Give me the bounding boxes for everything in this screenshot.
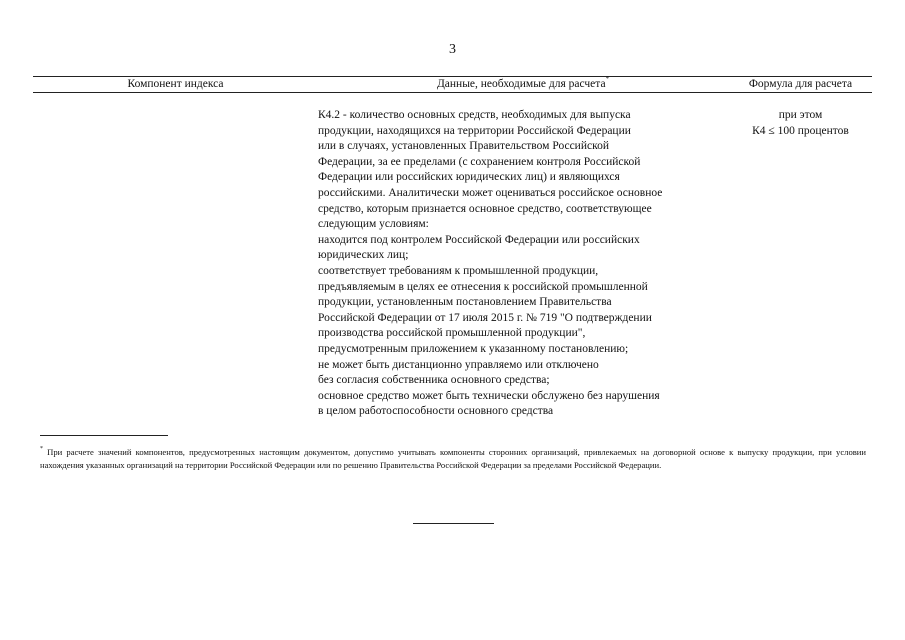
- end-of-document-rule: [413, 523, 494, 524]
- table-header-rule: [33, 92, 872, 93]
- data-text-line: производства российской промышленной продукции",: [318, 327, 586, 340]
- data-text-line: или в случаях, установленных Правительством Российской: [318, 140, 610, 153]
- data-text-line: находится под контролем Российской Федерации или российских: [318, 233, 640, 246]
- header-data: [318, 75, 728, 91]
- header-data-label: Данные, необходимые для расчета: [436, 78, 606, 90]
- footnote-text: При расчете значений компонентов, предусмотренных настоящим документом, допустимо учитывать компоненты сторонних организаций, привлекаемых на договорной основе к выпуску продукции, при условии нахождения указанных организаций на территории Российской Федерации или по решению Правительства Российской Федерации за пределами Российской Федерации.: [40, 447, 866, 470]
- data-text-line: российскими. Аналитически может оцениваться российское основное: [318, 186, 663, 199]
- data-text-line: не может быть дистанционно управляемо или отключено: [318, 358, 599, 371]
- data-text-line: в целом работоспособности основного средства: [318, 405, 554, 418]
- footnote-mark: *: [40, 446, 43, 453]
- data-text-line: Российской Федерации от 17 июля 2015 г. № 719 "О подтверждении: [318, 311, 652, 324]
- footnote: [40, 446, 866, 472]
- header-component-label: Компонент индекса: [127, 78, 224, 90]
- data-text-line: предусмотренным приложением к указанному постановлению;: [318, 342, 629, 355]
- formula-text-line: К4 ≤ 100 процентов: [752, 124, 849, 137]
- data-text-line: без согласия собственника основного средства;: [318, 374, 550, 387]
- header-footnote-mark: *: [605, 75, 610, 84]
- header-component: [33, 78, 318, 91]
- data-cell: [318, 108, 718, 420]
- data-text-line: средство, которым признается основное средство, соответствующее: [318, 202, 652, 215]
- data-text-line: продукции, находящихся на территории Российской Федерации: [318, 124, 631, 137]
- page-number: 3: [449, 42, 456, 57]
- table-top-rule: [33, 76, 872, 77]
- data-text-line: К4.2 - количество основных средств, необходимых для выпуска: [318, 109, 631, 121]
- data-text-line: Федерации, за ее пределами (с сохранением контроля Российской: [318, 155, 641, 168]
- data-text-line: предъявляемым в целях ее отнесения к российской промышленной: [318, 280, 648, 293]
- data-text-line: основное средство может быть технически обслужено без нарушения: [318, 389, 660, 402]
- formula-text-line: при этом: [778, 109, 823, 121]
- footnote-separator: [40, 435, 168, 436]
- header-formula-label: Формула для расчета: [748, 78, 853, 90]
- data-text-line: юридических лиц;: [318, 249, 409, 262]
- formula-cell: [728, 108, 873, 139]
- data-text-line: соответствует требованиям к промышленной продукции,: [318, 264, 599, 277]
- data-text-line: продукции, установленным постановлением Правительства: [318, 296, 612, 309]
- header-formula: [728, 78, 873, 91]
- data-text-line: Федерации или российских юридических лиц) и являющихся: [318, 171, 620, 184]
- data-text-line: следующим условиям:: [318, 218, 429, 231]
